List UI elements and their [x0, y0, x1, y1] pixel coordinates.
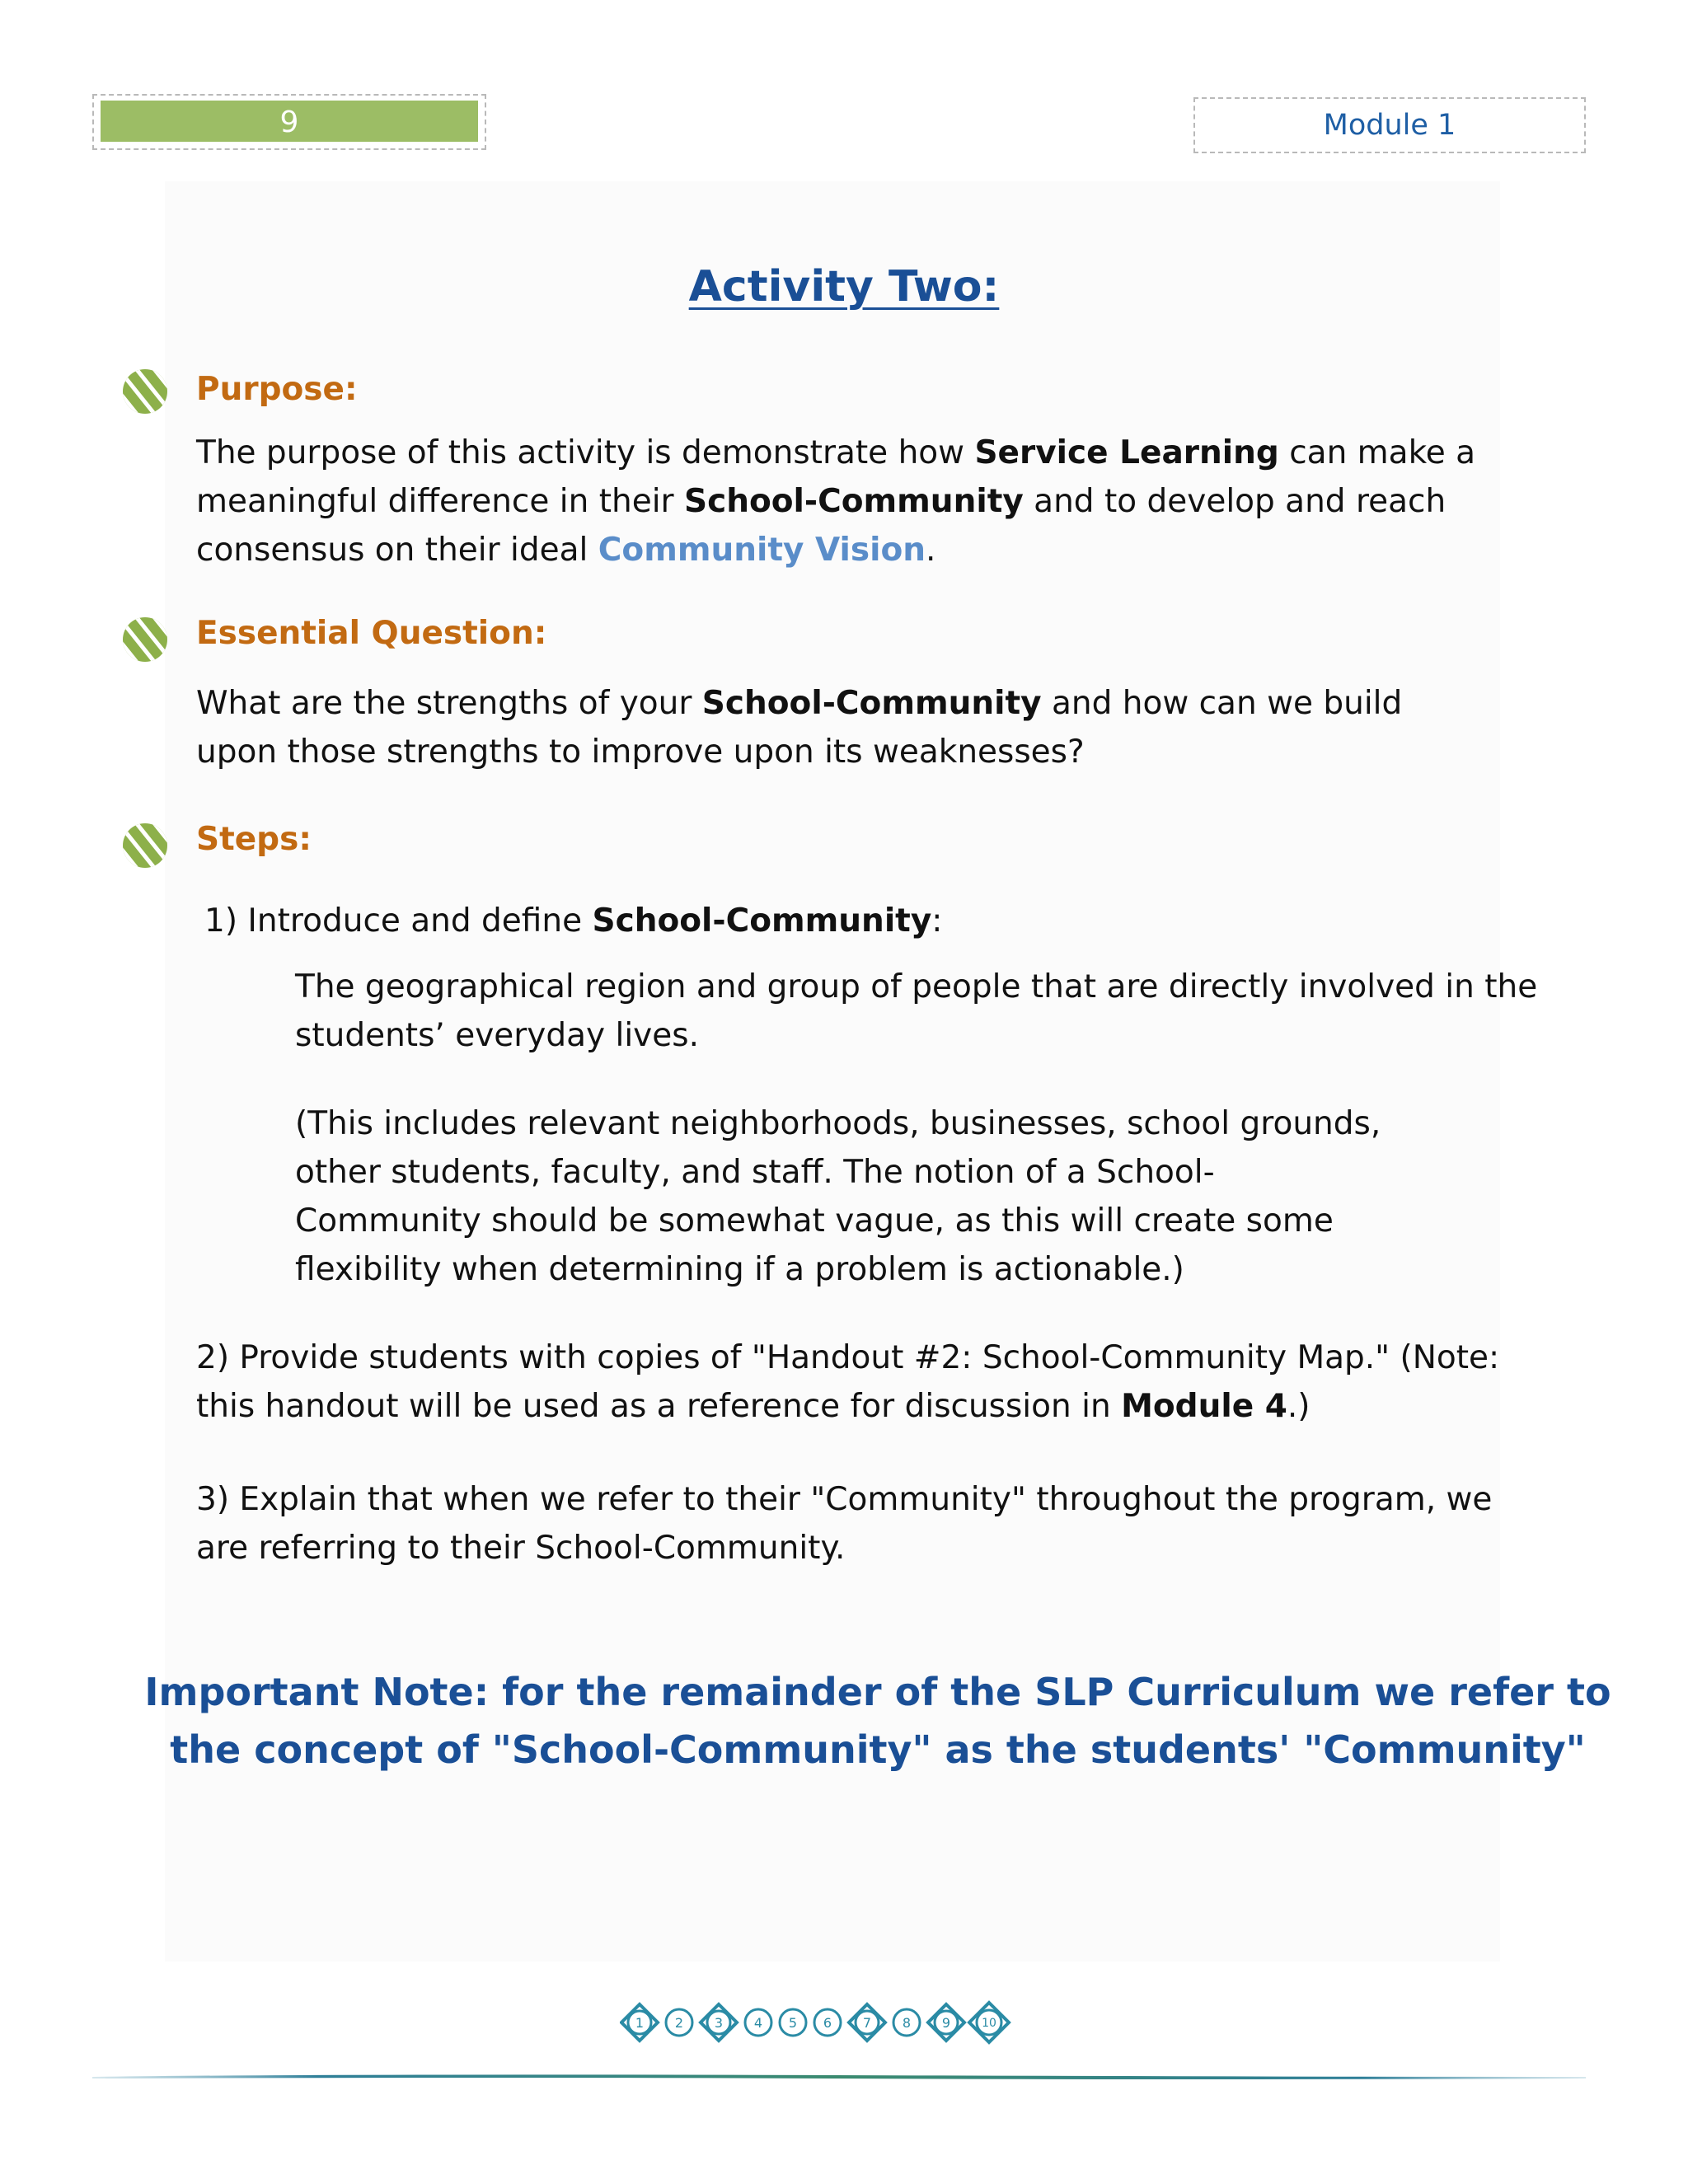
essential-question-text: What are the strengths of your School-Community and how can we build upon those strengths to improve upon its weaknesses? — [196, 685, 1403, 771]
module-nav-label: 9 — [941, 2015, 951, 2031]
step-1: 1) Introduce and define School-Community: — [204, 902, 943, 940]
module-nav-label: 7 — [862, 2015, 872, 2031]
page-title: Activity Two: — [688, 262, 1000, 312]
module-4-term: Module 4 — [1121, 1388, 1287, 1425]
striped-ball-icon — [120, 367, 170, 416]
school-community-term: School-Community — [701, 685, 1042, 722]
module-nav-item[interactable] — [849, 2004, 885, 2041]
school-community-term: School-Community — [592, 902, 932, 940]
module-nav-label: 2 — [674, 2015, 684, 2031]
module-nav-label: 3 — [714, 2015, 724, 2031]
essential-question-heading: Essential Question: — [196, 615, 547, 652]
module-nav-label: 4 — [753, 2015, 763, 2031]
page-number: 9 — [279, 105, 299, 139]
school-community-term: School-Community — [684, 483, 1024, 520]
school-community-definition: The geographical region and group of people that are directly involved in the students’ everyday lives. — [295, 968, 1538, 1054]
steps-heading: Steps: — [196, 821, 312, 858]
community-vision-term: Community Vision — [598, 532, 926, 569]
module-nav-item[interactable] — [621, 2004, 658, 2041]
module-nav-item[interactable] — [969, 2003, 1009, 2042]
important-note: Important Note: for the remainder of the SLP Curriculum we refer to the concept of "School-Community" as the students' "Community" — [144, 1670, 1611, 1772]
module-nav-item[interactable] — [780, 2009, 806, 2036]
module-nav-label: 10 — [982, 2017, 996, 2030]
striped-ball-icon — [120, 821, 170, 870]
module-navigation — [620, 1996, 1015, 2049]
module-nav-item[interactable] — [701, 2004, 737, 2041]
module-nav-label: 1 — [635, 2015, 645, 2031]
module-nav-label: 8 — [902, 2015, 912, 2031]
module-nav-item[interactable] — [666, 2009, 692, 2036]
module-nav-label: 5 — [788, 2015, 798, 2031]
module-nav-item[interactable] — [745, 2009, 771, 2036]
module-nav-label: 6 — [823, 2015, 832, 2031]
page-number-box — [92, 94, 486, 150]
module-label: Module 1 — [1193, 97, 1586, 153]
school-community-clarification: (This includes relevant neighborhoods, businesses, school grounds, other students, faculty, and staff. The notion of a School-Community should be somewhat vague, as this will create some flexibility when determining if a problem is actionable.) — [295, 1105, 1381, 1288]
striped-ball-icon — [120, 615, 170, 664]
service-learning-term: Service Learning — [974, 434, 1279, 471]
module-nav-item[interactable] — [893, 2009, 920, 2036]
purpose-text: The purpose of this activity is demonstrate how Service Learning can make a meaningful difference in their School-Community and to develop and reach consensus on their ideal Community Vision. — [196, 434, 1476, 569]
module-nav-item[interactable] — [928, 2004, 964, 2041]
module-nav-item[interactable] — [814, 2009, 841, 2036]
footer-rule — [92, 2070, 1586, 2082]
step-2: 2) Provide students with copies of "Handout #2: School-Community Map." (Note: this handout will be used as a reference for discussion in Module 4.) — [196, 1339, 1500, 1425]
step-3: 3) Explain that when we refer to their "Community" throughout the program, we are referring to their School-Community. — [196, 1481, 1493, 1567]
purpose-heading: Purpose: — [196, 371, 358, 408]
